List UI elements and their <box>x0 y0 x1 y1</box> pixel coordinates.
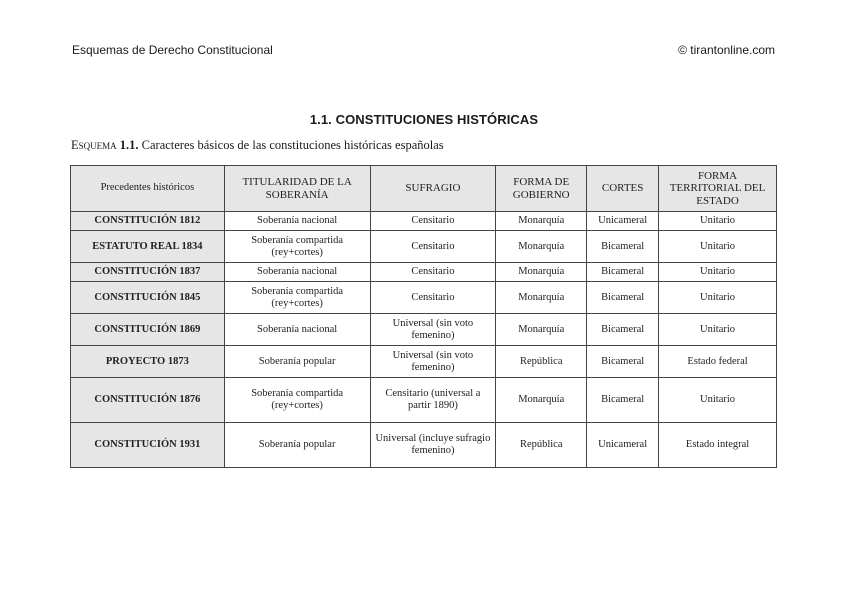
caption-text: Caracteres básicos de las constituciones históricas españolas <box>141 138 444 152</box>
table-cell: Unitario <box>659 212 777 231</box>
table-row <box>71 423 777 468</box>
table-cell: Universal (incluye sufragio femenino) <box>370 423 496 468</box>
table-cell: República <box>496 346 587 378</box>
column-header: FORMA DE GOBIERNO <box>496 166 587 212</box>
table-cell: Soberanía compartida (rey+cortes) <box>224 282 370 314</box>
row-label: PROYECTO 1873 <box>71 346 225 378</box>
table-cell: Unicameral <box>587 212 659 231</box>
section-title: 1.1. CONSTITUCIONES HISTÓRICAS <box>309 112 539 127</box>
table-cell: Soberanía nacional <box>224 212 370 231</box>
table-cell: Soberanía popular <box>224 423 370 468</box>
table-cell: Soberanía compartida (rey+cortes) <box>224 231 370 263</box>
table-cell: Monarquía <box>496 378 587 423</box>
table-row <box>71 231 777 263</box>
table-cell: Estado federal <box>659 346 777 378</box>
table-cell: Censitario <box>370 212 496 231</box>
table-cell: Bicameral <box>587 282 659 314</box>
table-cell: Bicameral <box>587 263 659 282</box>
column-header: Precedentes históricos <box>71 166 225 212</box>
row-label: CONSTITUCIÓN 1845 <box>71 282 225 314</box>
table-cell: Unitario <box>659 263 777 282</box>
table-cell: Bicameral <box>587 378 659 423</box>
table-cell: Unitario <box>659 314 777 346</box>
table-cell: Estado integral <box>659 423 777 468</box>
row-label: ESTATUTO REAL 1834 <box>71 231 225 263</box>
table-cell: Bicameral <box>587 231 659 263</box>
column-header: TITULARIDAD DE LA SOBERANÍA <box>224 166 370 212</box>
table-cell: Monarquía <box>496 263 587 282</box>
table-cell: Monarquía <box>496 212 587 231</box>
table-cell: Monarquía <box>496 282 587 314</box>
caption-prefix: Esquema <box>71 138 117 152</box>
table-cell: Soberanía popular <box>224 346 370 378</box>
constitutions-table <box>70 165 777 468</box>
row-label: CONSTITUCIÓN 1837 <box>71 263 225 282</box>
running-header-copyright: © tirantonline.com <box>678 43 775 57</box>
row-label: CONSTITUCIÓN 1812 <box>71 212 225 231</box>
column-header: CORTES <box>587 166 659 212</box>
table-cell: Soberanía nacional <box>224 314 370 346</box>
table-cell: Soberanía nacional <box>224 263 370 282</box>
table-cell: Censitario (universal a partir 1890) <box>370 378 496 423</box>
table-row <box>71 314 777 346</box>
table-cell: Unicameral <box>587 423 659 468</box>
table-row <box>71 212 777 231</box>
caption-number: 1.1. <box>119 138 139 152</box>
table-cell: Censitario <box>370 231 496 263</box>
column-header: SUFRAGIO <box>370 166 496 212</box>
table-cell: Universal (sin voto femenino) <box>370 346 496 378</box>
table-cell: Monarquía <box>496 314 587 346</box>
table-cell: Censitario <box>370 282 496 314</box>
table-cell: Censitario <box>370 263 496 282</box>
table-header-row <box>71 166 777 212</box>
table-cell: República <box>496 423 587 468</box>
table-row <box>71 346 777 378</box>
column-header: FORMA TERRITORIAL DEL ESTADO <box>659 166 777 212</box>
table-row <box>71 263 777 282</box>
table-cell: Monarquía <box>496 231 587 263</box>
running-header-title: Esquemas de Derecho Constitucional <box>72 43 273 57</box>
table-cell: Unitario <box>659 231 777 263</box>
row-label: CONSTITUCIÓN 1869 <box>71 314 225 346</box>
table-cell: Bicameral <box>587 314 659 346</box>
table-row <box>71 378 777 423</box>
table-row <box>71 282 777 314</box>
row-label: CONSTITUCIÓN 1876 <box>71 378 225 423</box>
table-cell: Unitario <box>659 378 777 423</box>
table-caption <box>71 138 444 153</box>
table-cell: Universal (sin voto femenino) <box>370 314 496 346</box>
table-cell: Unitario <box>659 282 777 314</box>
row-label: CONSTITUCIÓN 1931 <box>71 423 225 468</box>
table-cell: Soberanía compartida (rey+cortes) <box>224 378 370 423</box>
table-cell: Bicameral <box>587 346 659 378</box>
